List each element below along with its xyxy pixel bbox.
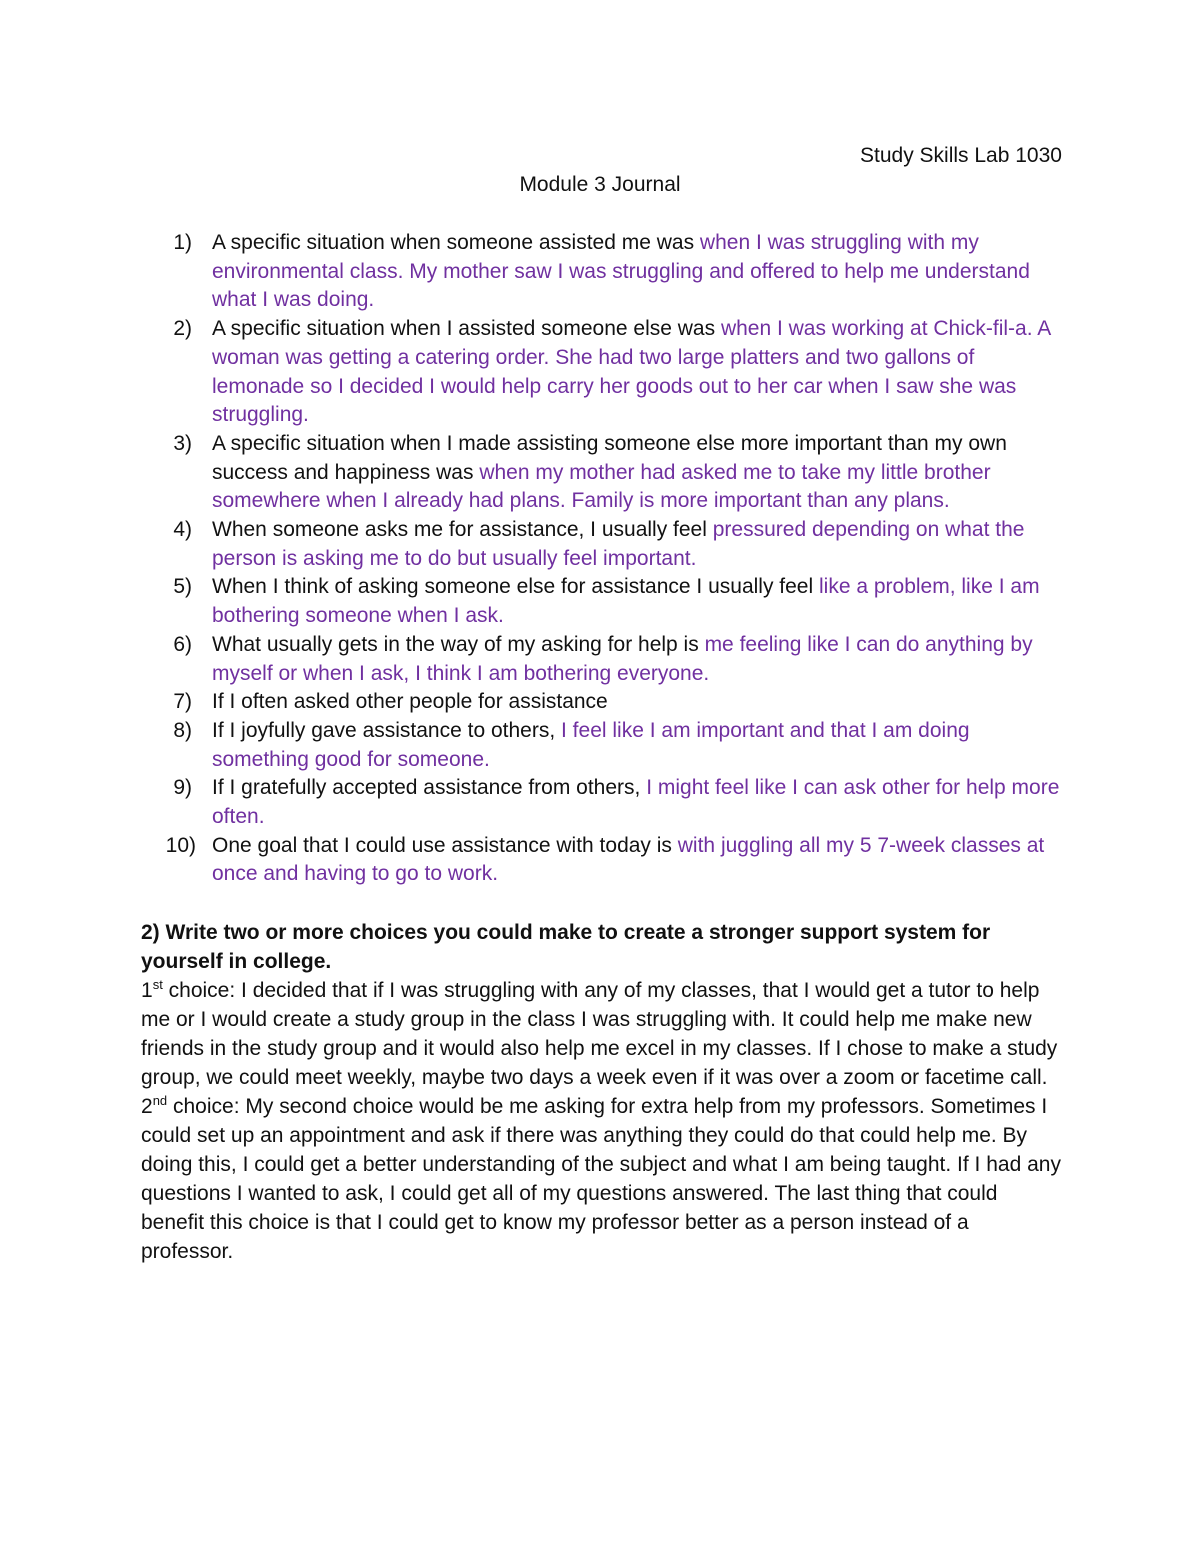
question-answer: me feeling like I can do anything by myself or when I ask, I think I am bothering everyone. [212,632,1033,685]
list-item [150,631,1070,688]
list-item [150,516,1070,573]
question-prompt: When I think of asking someone else for assistance I usually feel [212,575,819,599]
question-prompt: One goal that I could use assistance with today is [212,833,678,857]
list-item [150,717,1070,774]
choice-1-ordinal: 1 [141,979,153,1002]
section-2 [141,918,1066,1266]
question-number: 1) [173,231,192,254]
list-item [150,315,1070,430]
choice-1-text: choice: I decided that if I was struggling with any of my classes, that I would get a tutor to help me or I would create a study group in the class I was struggling with. It could help me make new friends in the study group and it would also help me excel in my classes. If I chose to make a study group, we could meet weekly, maybe two days a week even if it was over a zoom or facetime call. [141,979,1058,1089]
list-item [150,832,1070,889]
question-answer: when I was working at Chick-fil-a. A woman was getting a catering order. She had two large platters and two gallons of lemonade so I decided I would help carry her goods out to her car when I saw she was struggling. [212,317,1051,427]
question-number: 7) [173,690,192,714]
question-prompt: If I often asked other people for assistance [212,690,608,714]
list-item [150,229,1070,315]
question-prompt: A specific situation when I made assisting someone else more important than my own success and happiness was [212,431,1007,484]
question-answer: with juggling all my 5 7-week classes at once and having to go to work. [212,833,1045,886]
choice-1-suffix: st [152,977,163,992]
question-number: 3) [173,431,192,455]
question-prompt: A specific situation when I assisted someone else was [212,317,721,341]
question-prompt: A specific situation when someone assisted me was [212,231,700,254]
list-item [150,573,1070,630]
course-name: Study Skills Lab 1030 [860,144,1062,167]
question-prompt: If I gratefully accepted assistance from others, [212,776,647,800]
section-heading: 2) Write two or more choices you could make to create a stronger support system for yourself in college. [141,921,991,973]
question-answer: I might feel like I can ask other for help more often. [212,776,1060,829]
question-number: 10) [165,833,196,857]
question-list [150,229,1070,889]
question-answer: pressured depending on what the person is asking me to do but usually feel important. [212,518,1025,570]
choice-2-ordinal: 2 [141,1095,153,1118]
list-item [150,430,1070,516]
question-answer: I feel like I am important and that I am doing something good for someone. [212,718,970,771]
question-prompt: When someone asks me for assistance, I usually feel [212,518,713,542]
question-answer: when I was struggling with my environmental class. My mother saw I was struggling and offered to help me understand what I was doing. [212,231,1030,312]
question-number: 2) [173,317,192,341]
choice-2-paragraph [141,1092,1066,1266]
question-prompt: If I joyfully gave assistance to others, [212,718,562,742]
question-answer: like a problem, like I am bothering someone when I ask. [212,575,1040,628]
question-number: 6) [173,632,192,656]
page-title: Module 3 Journal [519,173,681,196]
question-number: 5) [173,575,192,599]
question-answer: when my mother had asked me to take my little brother somewhere when I already had plans. Family is more important than any plans. [212,460,991,513]
question-number: 8) [173,718,192,742]
question-number: 4) [173,518,192,542]
question-prompt: What usually gets in the way of my asking for help is [212,632,705,656]
list-item [150,774,1070,831]
choice-1-paragraph [141,976,1066,1092]
choice-2-text: choice: My second choice would be me asking for extra help from my professors. Sometimes I could set up an appointment and ask if there was anything they could do that could help me. By doing this, I could get a better understanding of the subject and what I am being taught. If I had any questions I wanted to ask, I could get all of my questions answered. The last thing that could benefit this choice is that I could get to know my professor better as a person instead of a professor. [141,1095,1061,1263]
choice-2-suffix: nd [152,1093,168,1108]
question-number: 9) [173,776,192,800]
list-item [150,688,1070,717]
